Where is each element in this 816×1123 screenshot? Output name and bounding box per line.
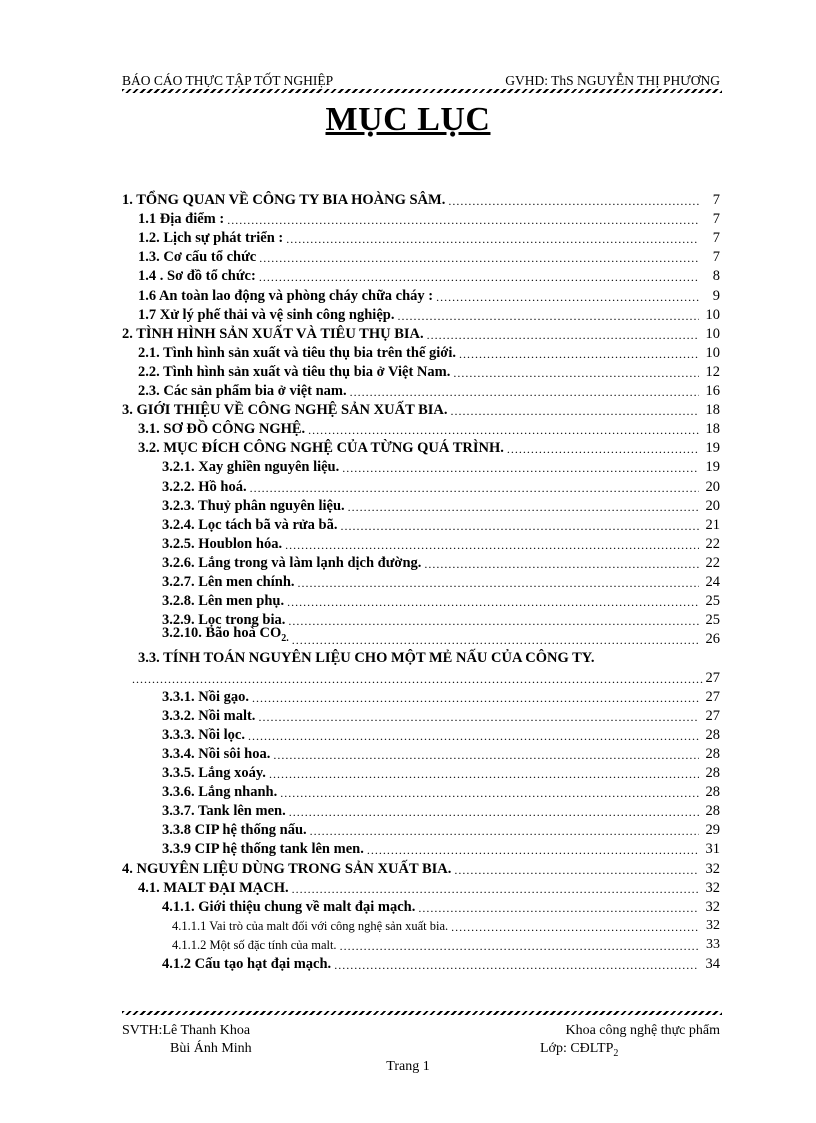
toc-page-number: 20 <box>705 478 720 495</box>
toc-page-number: 20 <box>705 497 720 514</box>
toc-page-number: 26 <box>705 631 720 648</box>
toc-leader <box>350 384 699 400</box>
toc-entry[interactable] <box>162 687 720 706</box>
toc-entry[interactable] <box>172 935 720 954</box>
toc-leader <box>248 728 699 744</box>
toc-leader <box>342 460 699 476</box>
toc-leader <box>259 250 699 266</box>
toc-leader <box>269 766 699 782</box>
page-title: MỤC LỤC <box>325 101 491 138</box>
toc-entry-title <box>162 821 307 839</box>
toc-entry-text: 3.2.4. Lọc tách bã và rửa bã. <box>162 516 338 533</box>
toc-entry-text: 3.2.8. Lên men phụ. <box>162 593 285 610</box>
toc-entry-title <box>138 287 433 305</box>
toc-leader <box>454 862 699 878</box>
toc-entry-text: 2.1. Tình hình sản xuất và tiêu thụ bia trên thế giới. <box>138 344 456 361</box>
toc-entry[interactable] <box>138 305 720 324</box>
toc-page-number: 16 <box>705 383 720 399</box>
toc-leader <box>259 269 699 285</box>
toc-entry[interactable] <box>162 820 720 839</box>
toc-leader <box>507 441 699 457</box>
toc-page-number: 7 <box>712 249 720 266</box>
toc-entry-text: 3.3. TÍNH TOÁN NGUYÊN LIỆU CHO MỘT MẺ NẤU CỦA CÔNG TY. <box>138 650 595 667</box>
toc-entry-text: 4. NGUYÊN LIỆU DÙNG TRONG SẢN XUẤT BIA. <box>122 860 452 877</box>
toc-leader <box>287 594 699 610</box>
toc-entry-text: 3.3.1. Nồi gạo. <box>162 688 249 705</box>
toc-entry-title <box>162 497 345 515</box>
toc-page-number: 32 <box>705 860 720 877</box>
toc-entry-text: 3. GIỚI THIỆU VỀ CÔNG NGHỆ SẢN XUẤT BIA. <box>122 402 448 419</box>
header-supervisor: GVHD: ThS NGUYỄN THỊ PHƯƠNG <box>505 73 720 88</box>
header-report-title: BÁO CÁO THỰC TẬP TỐT NGHIỆP <box>122 73 334 88</box>
toc-leader <box>298 575 699 591</box>
footer-student-2: Bùi Ánh Minh <box>170 1041 252 1056</box>
toc-entry-title <box>138 649 595 667</box>
toc-entry-title <box>122 325 424 343</box>
toc-entry-text: 2.2. Tình hình sản xuất và tiêu thụ bia ở Việt Nam. <box>138 363 451 380</box>
toc-page-number: 32 <box>705 879 720 896</box>
toc-leader <box>258 709 699 725</box>
toc-entry-title <box>138 382 347 400</box>
toc-entry-title <box>138 363 450 381</box>
toc-page-number: 22 <box>705 535 720 552</box>
toc-entry[interactable] <box>162 477 720 496</box>
toc-entry-title <box>162 516 337 534</box>
toc-page-number: 8 <box>712 268 720 285</box>
toc-page-number: 31 <box>705 841 720 858</box>
toc-page-number: 18 <box>705 421 720 438</box>
toc-leader <box>348 499 699 515</box>
toc-leader <box>285 537 699 553</box>
toc-leader <box>273 747 699 763</box>
toc-entry-text: 3.3.4. Nồi sôi hoa. <box>162 745 271 762</box>
toc-entry[interactable] <box>162 515 720 534</box>
toc-entry-title <box>162 478 247 496</box>
toc-entry-text: 3.3.9 CIP hệ thống tank lên men. <box>162 841 364 858</box>
footer-student-1: SVTH:Lê Thanh Khoa <box>122 1023 251 1038</box>
toc-entry-title <box>162 592 284 610</box>
toc-leader <box>292 881 699 897</box>
toc-entry-text: 1.4 . Sơ đồ tổ chức: <box>138 268 256 285</box>
toc-leader <box>436 289 699 305</box>
toc-entry[interactable] <box>138 419 720 438</box>
toc-page-number: 27 <box>705 669 720 686</box>
toc-page-number: 28 <box>705 803 720 820</box>
toc-entry-title <box>122 860 451 878</box>
toc-entry-text: 3.2.10. Bão hoà CO <box>162 625 282 642</box>
toc-entry-text: 3.2.6. Lắng trong và làm lạnh dịch đường. <box>162 554 422 571</box>
toc-entry[interactable] <box>138 286 720 305</box>
toc-entry-title <box>162 535 282 553</box>
toc-entry[interactable] <box>162 782 720 801</box>
toc-leader <box>252 690 699 706</box>
toc-leader <box>286 231 699 247</box>
toc-page-number: 32 <box>706 917 720 933</box>
toc-entry-text: 3.2. MỤC ĐÍCH CÔNG NGHỆ CỦA TỪNG QUÁ TRÌNH. <box>138 440 504 457</box>
toc-entry-title <box>162 745 270 763</box>
toc-entry[interactable] <box>162 706 720 725</box>
toc-entry-title <box>162 840 364 858</box>
toc-leader <box>451 919 699 935</box>
header-divider <box>122 89 722 93</box>
toc-entry-title <box>162 726 245 744</box>
toc-entry-text: 3.3.8 CIP hệ thống nấu. <box>162 822 307 839</box>
page-header <box>122 72 720 90</box>
toc-entry-text: 4.1.1.2 Một số đặc tính của malt. <box>172 937 337 952</box>
toc-page-number: 12 <box>705 363 720 380</box>
toc-entry[interactable] <box>122 859 720 878</box>
toc-page-number: 10 <box>705 344 720 361</box>
toc-page-number: 7 <box>712 230 720 247</box>
toc-leader <box>448 193 699 209</box>
toc-entry-text: 1.6 An toàn lao động và phòng cháy chữa cháy : <box>138 287 434 304</box>
toc-leader <box>288 613 699 629</box>
toc-entry[interactable] <box>162 591 720 610</box>
toc-entry[interactable] <box>138 648 720 667</box>
toc-entry[interactable] <box>122 324 720 343</box>
toc-page-number: 21 <box>705 516 720 533</box>
toc-entry[interactable] <box>162 496 720 515</box>
toc-entry-title <box>172 936 337 954</box>
toc-entry[interactable] <box>138 343 720 362</box>
toc-entry[interactable] <box>162 625 720 648</box>
toc-page-number: 24 <box>705 574 720 590</box>
toc-entry-text: 3.1. SƠ ĐỒ CÔNG NGHỆ. <box>138 421 306 438</box>
toc-page-number: 27 <box>705 707 720 724</box>
toc-page-number: 28 <box>705 765 720 781</box>
toc-leader <box>132 671 703 687</box>
toc-page-number: 19 <box>705 459 720 476</box>
footer-class-sub: 2 <box>613 1047 619 1059</box>
toc-entry[interactable] <box>138 381 720 400</box>
toc-leader <box>459 346 699 362</box>
toc-leader <box>280 785 699 801</box>
toc-page-number: 22 <box>705 554 720 571</box>
toc-page-number: 33 <box>706 936 720 952</box>
toc-entry-text: 3.3.3. Nồi lọc. <box>162 726 245 743</box>
toc-leader <box>340 938 699 954</box>
toc-entry-title <box>162 458 339 476</box>
toc-page-number: 34 <box>705 956 720 972</box>
toc-page-number: 28 <box>705 726 720 743</box>
toc-entry-text: 1.1 Địa điểm : <box>138 211 225 228</box>
toc-entry-text: 3.2.2. Hồ hoá. <box>162 478 247 495</box>
toc-entry[interactable] <box>162 457 720 476</box>
toc-entry-text: 1.7 Xử lý phế thải và vệ sinh công nghiệp. <box>138 306 395 323</box>
toc-entry[interactable] <box>138 209 720 228</box>
toc-entry[interactable] <box>162 725 720 744</box>
toc-leader <box>289 804 699 820</box>
toc-entry-text: 1.3. Cơ cấu tổ chức <box>138 249 257 266</box>
toc-entry[interactable] <box>162 801 720 820</box>
toc-entry-title <box>138 210 224 228</box>
toc-entry-title <box>138 306 394 324</box>
toc-entry[interactable] <box>162 897 720 916</box>
toc-entry-title <box>162 688 249 706</box>
toc-entry-title <box>162 554 421 572</box>
toc-entry[interactable] <box>162 744 720 763</box>
toc-entry[interactable] <box>122 400 720 419</box>
toc-entry-text: 3.2.7. Lên men chính. <box>162 574 295 590</box>
footer-faculty: Khoa công nghệ thực phẩm <box>565 1023 720 1038</box>
toc-entry-text: 3.2.5. Houblon hóa. <box>162 535 283 552</box>
toc-entry-title <box>138 248 256 266</box>
toc-leader <box>340 518 699 534</box>
toc-entry-title <box>138 879 289 897</box>
toc-entry[interactable] <box>162 534 720 553</box>
toc-entry-title <box>138 344 456 362</box>
toc-entry-title <box>138 439 504 457</box>
toc-entry-title <box>162 764 266 782</box>
toc-entry-text: 3.2.1. Xay ghiền nguyên liệu. <box>162 459 340 476</box>
toc-entry-text: 1.2. Lịch sự phát triển : <box>138 230 284 247</box>
toc-entry-title <box>162 707 255 725</box>
toc-page-number: 28 <box>705 745 720 762</box>
toc-page-number: 28 <box>705 784 720 801</box>
toc-entry[interactable] <box>138 878 720 897</box>
toc-page-number: 29 <box>705 822 720 839</box>
toc-entry-title <box>138 267 256 285</box>
toc-entry-text: 4.1.2 Cấu tạo hạt đại mạch. <box>162 956 332 972</box>
toc-entry-text: 2.3. Các sản phẩm bia ở việt nam. <box>138 383 347 399</box>
toc-page-number: 9 <box>712 287 720 304</box>
toc-entry[interactable] <box>138 228 720 247</box>
toc-entry-subscript: 2. <box>281 633 289 645</box>
toc-entry-title <box>162 573 295 591</box>
toc-entry-title <box>172 917 448 935</box>
footer-class-text: Lớp: CĐLTP <box>540 1041 614 1056</box>
toc-page-number: 7 <box>712 211 720 228</box>
toc-entry-text: 3.3.5. Lắng xoáy. <box>162 765 266 781</box>
toc-leader <box>310 823 699 839</box>
toc-leader <box>418 900 699 916</box>
toc-entry-title <box>162 898 415 916</box>
toc-leader <box>292 632 699 648</box>
footer-divider <box>122 1011 722 1015</box>
toc-entry-title <box>162 955 331 973</box>
toc-entry-text: 3.2.3. Thuỷ phân nguyên liệu. <box>162 497 345 514</box>
toc-entry-title <box>162 624 289 648</box>
toc-entry[interactable] <box>138 438 720 457</box>
toc-entry[interactable] <box>122 190 720 209</box>
toc-page-number: 19 <box>705 440 720 457</box>
toc-entry[interactable] <box>162 954 720 973</box>
toc-leader <box>334 957 699 973</box>
toc-entry-title <box>162 802 286 820</box>
toc-page-number: 18 <box>705 402 720 419</box>
toc-continuation <box>132 668 720 687</box>
toc-entry-text: 4.1. MALT ĐẠI MẠCH. <box>138 879 289 896</box>
toc-entry-title <box>122 191 445 209</box>
toc-entry[interactable] <box>162 572 720 591</box>
toc-entry-text: 2. TÌNH HÌNH SẢN XUẤT VÀ TIÊU THỤ BIA. <box>122 325 424 342</box>
toc-entry[interactable] <box>162 553 720 572</box>
toc-entry-text: 4.1.1. Giới thiệu chung về malt đại mạch. <box>162 898 416 915</box>
toc-page-number: 25 <box>705 612 720 629</box>
toc-entry-title <box>138 420 305 438</box>
toc-page-number: 25 <box>705 593 720 610</box>
toc-leader <box>308 422 699 438</box>
toc-entry-text: 4.1.1.1 Vai trò của malt đối với công nghệ sản xuất bia. <box>172 918 449 933</box>
page-number: Trang 1 <box>386 1059 430 1074</box>
toc-entry-title <box>122 401 448 419</box>
toc-entry[interactable] <box>138 266 720 285</box>
toc-page-number: 32 <box>705 898 720 915</box>
toc-leader <box>367 842 699 858</box>
toc-entry-title <box>162 783 277 801</box>
toc-entry[interactable] <box>162 763 720 782</box>
toc-leader <box>397 308 699 324</box>
toc-entry-text: 1. TỔNG QUAN VỀ CÔNG TY BIA HOÀNG SÂM. <box>122 192 446 208</box>
toc-entry[interactable] <box>138 362 720 381</box>
toc-entry[interactable] <box>172 916 720 935</box>
toc-page-number: 10 <box>705 306 720 323</box>
toc-entry-title <box>138 229 283 247</box>
toc-entry-text: 3.2.9. Lọc trong bia. <box>162 612 286 629</box>
toc-entry-text: 3.3.7. Tank lên men. <box>162 803 286 820</box>
toc-entry[interactable] <box>162 839 720 858</box>
toc-leader <box>227 212 699 228</box>
toc-leader <box>424 556 699 572</box>
toc-leader <box>451 403 699 419</box>
toc-leader <box>250 480 699 496</box>
toc-entry[interactable] <box>138 247 720 266</box>
toc-leader <box>453 365 699 381</box>
toc-entry-text: 3.3.2. Nồi malt. <box>162 707 256 724</box>
toc-page-number: 27 <box>705 688 720 705</box>
toc-leader <box>427 327 699 343</box>
toc-entry-text: 3.3.6. Lắng nhanh. <box>162 784 278 801</box>
toc-page-number: 10 <box>705 325 720 342</box>
toc-page-number: 7 <box>712 192 720 208</box>
